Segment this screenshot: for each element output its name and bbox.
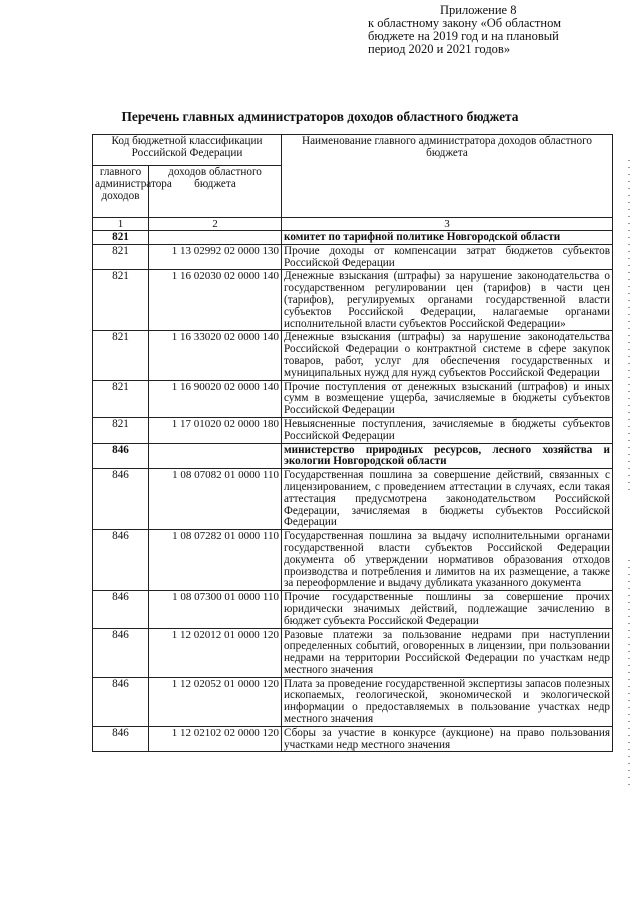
- revenue-name: Прочие доходы от компенсации затрат бюджетов субъектов Российской Федерации: [282, 244, 613, 270]
- revenue-name: Государственная пошлина за выдачу исполнительными органами государственной власти субъектов Российской Федерации документа об утверждении нормативов образования отходов производства и потребления и лимитов на их размещение, а также за переоформление и выдачу дубликата указанного документа: [282, 530, 613, 591]
- appendix-line: бюджете на 2019 год и на плановый: [368, 29, 559, 43]
- table-row: [93, 591, 613, 628]
- appendix-title: Приложение 8: [440, 3, 517, 17]
- revenue-name: Плата за проведение государственной экспертизы запасов полезных ископаемых, геологической, экономической и экологической информации о предоставляемых в пользование участках недр местного значения: [282, 677, 613, 726]
- revenue-name: Сборы за участие в конкурсе (аукционе) на право пользования участками недр местного значения: [282, 726, 613, 752]
- table-row: [93, 380, 613, 417]
- revenue-name: Денежные взыскания (штрафы) за нарушение законодательства Российской Федерации о контрактной системе в сфере закупок товаров, работ, услуг для обеспечения государственных и муниципальных нужд для нужд субъектов Российской Федерации: [282, 331, 613, 380]
- scan-edge-marks: [628, 160, 630, 490]
- revenue-code: 1 16 90020 02 0000 140: [149, 380, 282, 417]
- administrator-code: 846: [93, 628, 149, 677]
- table-row: [93, 726, 613, 752]
- revenue-code: 1 16 02030 02 0000 140: [149, 270, 282, 331]
- administrator-code: 846: [93, 726, 149, 752]
- column-number: 1: [93, 218, 149, 231]
- revenue-code: 1 12 02012 01 0000 120: [149, 628, 282, 677]
- table-row: [93, 469, 613, 530]
- administrator-code: 821: [93, 244, 149, 270]
- table-section-row: [93, 231, 613, 245]
- header-chief-admin: главного администратора доходов: [93, 166, 149, 218]
- table-section-row: [93, 443, 613, 469]
- table-row: [93, 530, 613, 591]
- table-row: [93, 677, 613, 726]
- revenue-code: 1 08 07082 01 0000 110: [149, 469, 282, 530]
- table-row: [93, 270, 613, 331]
- administrator-code: 846: [93, 530, 149, 591]
- header-bcc-group: Код бюджетной классификации Российской Федерации: [93, 135, 282, 166]
- column-number: 3: [282, 218, 613, 231]
- administrator-code: 821: [93, 231, 149, 245]
- appendix-line: к областному закону «Об областном: [368, 16, 561, 30]
- revenue-code: 1 17 01020 02 0000 180: [149, 417, 282, 443]
- administrator-code: 821: [93, 417, 149, 443]
- document-title: Перечень главных администраторов доходов областного бюджета: [121, 109, 519, 124]
- revenue-name: Невыясненные поступления, зачисляемые в бюджеты субъектов Российской Федерации: [282, 417, 613, 443]
- revenue-code: 1 12 02052 01 0000 120: [149, 677, 282, 726]
- revenue-code: 1 12 02102 02 0000 120: [149, 726, 282, 752]
- administrator-code: 846: [93, 591, 149, 628]
- administrator-code: 821: [93, 270, 149, 331]
- column-number: 2: [149, 218, 282, 231]
- table-row: [93, 628, 613, 677]
- revenue-code: 1 08 07282 01 0000 110: [149, 530, 282, 591]
- administrator-code: 821: [93, 380, 149, 417]
- table-body: [93, 231, 613, 752]
- table-row: [93, 417, 613, 443]
- appendix-header: [368, 4, 618, 56]
- revenue-code: [149, 231, 282, 245]
- revenue-name: комитет по тарифной политике Новгородской области: [282, 231, 613, 245]
- table-row: [93, 244, 613, 270]
- revenue-code: 1 13 02992 02 0000 130: [149, 244, 282, 270]
- appendix-line: период 2020 и 2021 годов»: [368, 42, 511, 56]
- revenue-code: [149, 443, 282, 469]
- administrator-code: 846: [93, 443, 149, 469]
- header-regional-income: доходов областного бюджета: [149, 166, 282, 218]
- administrator-code: 846: [93, 677, 149, 726]
- revenue-administrators-table: [92, 134, 613, 752]
- revenue-name: Прочие государственные пошлины за совершение прочих юридически значимых действий, подлежащие зачислению в бюджет субъекта Российской Федерации: [282, 591, 613, 628]
- revenue-name: Денежные взыскания (штрафы) за нарушение законодательства о государственном регулировании цен (тарифов) в части цен (тарифов), регулируемых органами государственной власти субъектов Российской Федерации, налагаемые органами исполнительной власти субъектов Российской Федерации»: [282, 270, 613, 331]
- header-admin-name: Наименование главного администратора доходов областного бюджета: [282, 135, 613, 218]
- table-row: [93, 331, 613, 380]
- revenue-name: министерство природных ресурсов, лесного хозяйства и экологии Новгородской области: [282, 443, 613, 469]
- revenue-name: Прочие поступления от денежных взысканий (штрафов) и иных сумм в возмещение ущерба, зачисляемые в бюджеты субъектов Российской Федерации: [282, 380, 613, 417]
- administrator-code: 821: [93, 331, 149, 380]
- administrator-code: 846: [93, 469, 149, 530]
- scan-edge-marks: [628, 560, 630, 790]
- revenue-name: Разовые платежи за пользование недрами при наступлении определенных событий, оговоренных в лицензии, при пользовании недрами на территории Российской Федерации по участкам недр местного значения: [282, 628, 613, 677]
- revenue-name: Государственная пошлина за совершение действий, связанных с лицензированием, с проведением аттестации в случаях, если такая аттестация предусмотрена законодательством Российской Федерации, зачисляемая в бюджеты субъектов Российской Федерации: [282, 469, 613, 530]
- revenue-code: 1 16 33020 02 0000 140: [149, 331, 282, 380]
- revenue-code: 1 08 07300 01 0000 110: [149, 591, 282, 628]
